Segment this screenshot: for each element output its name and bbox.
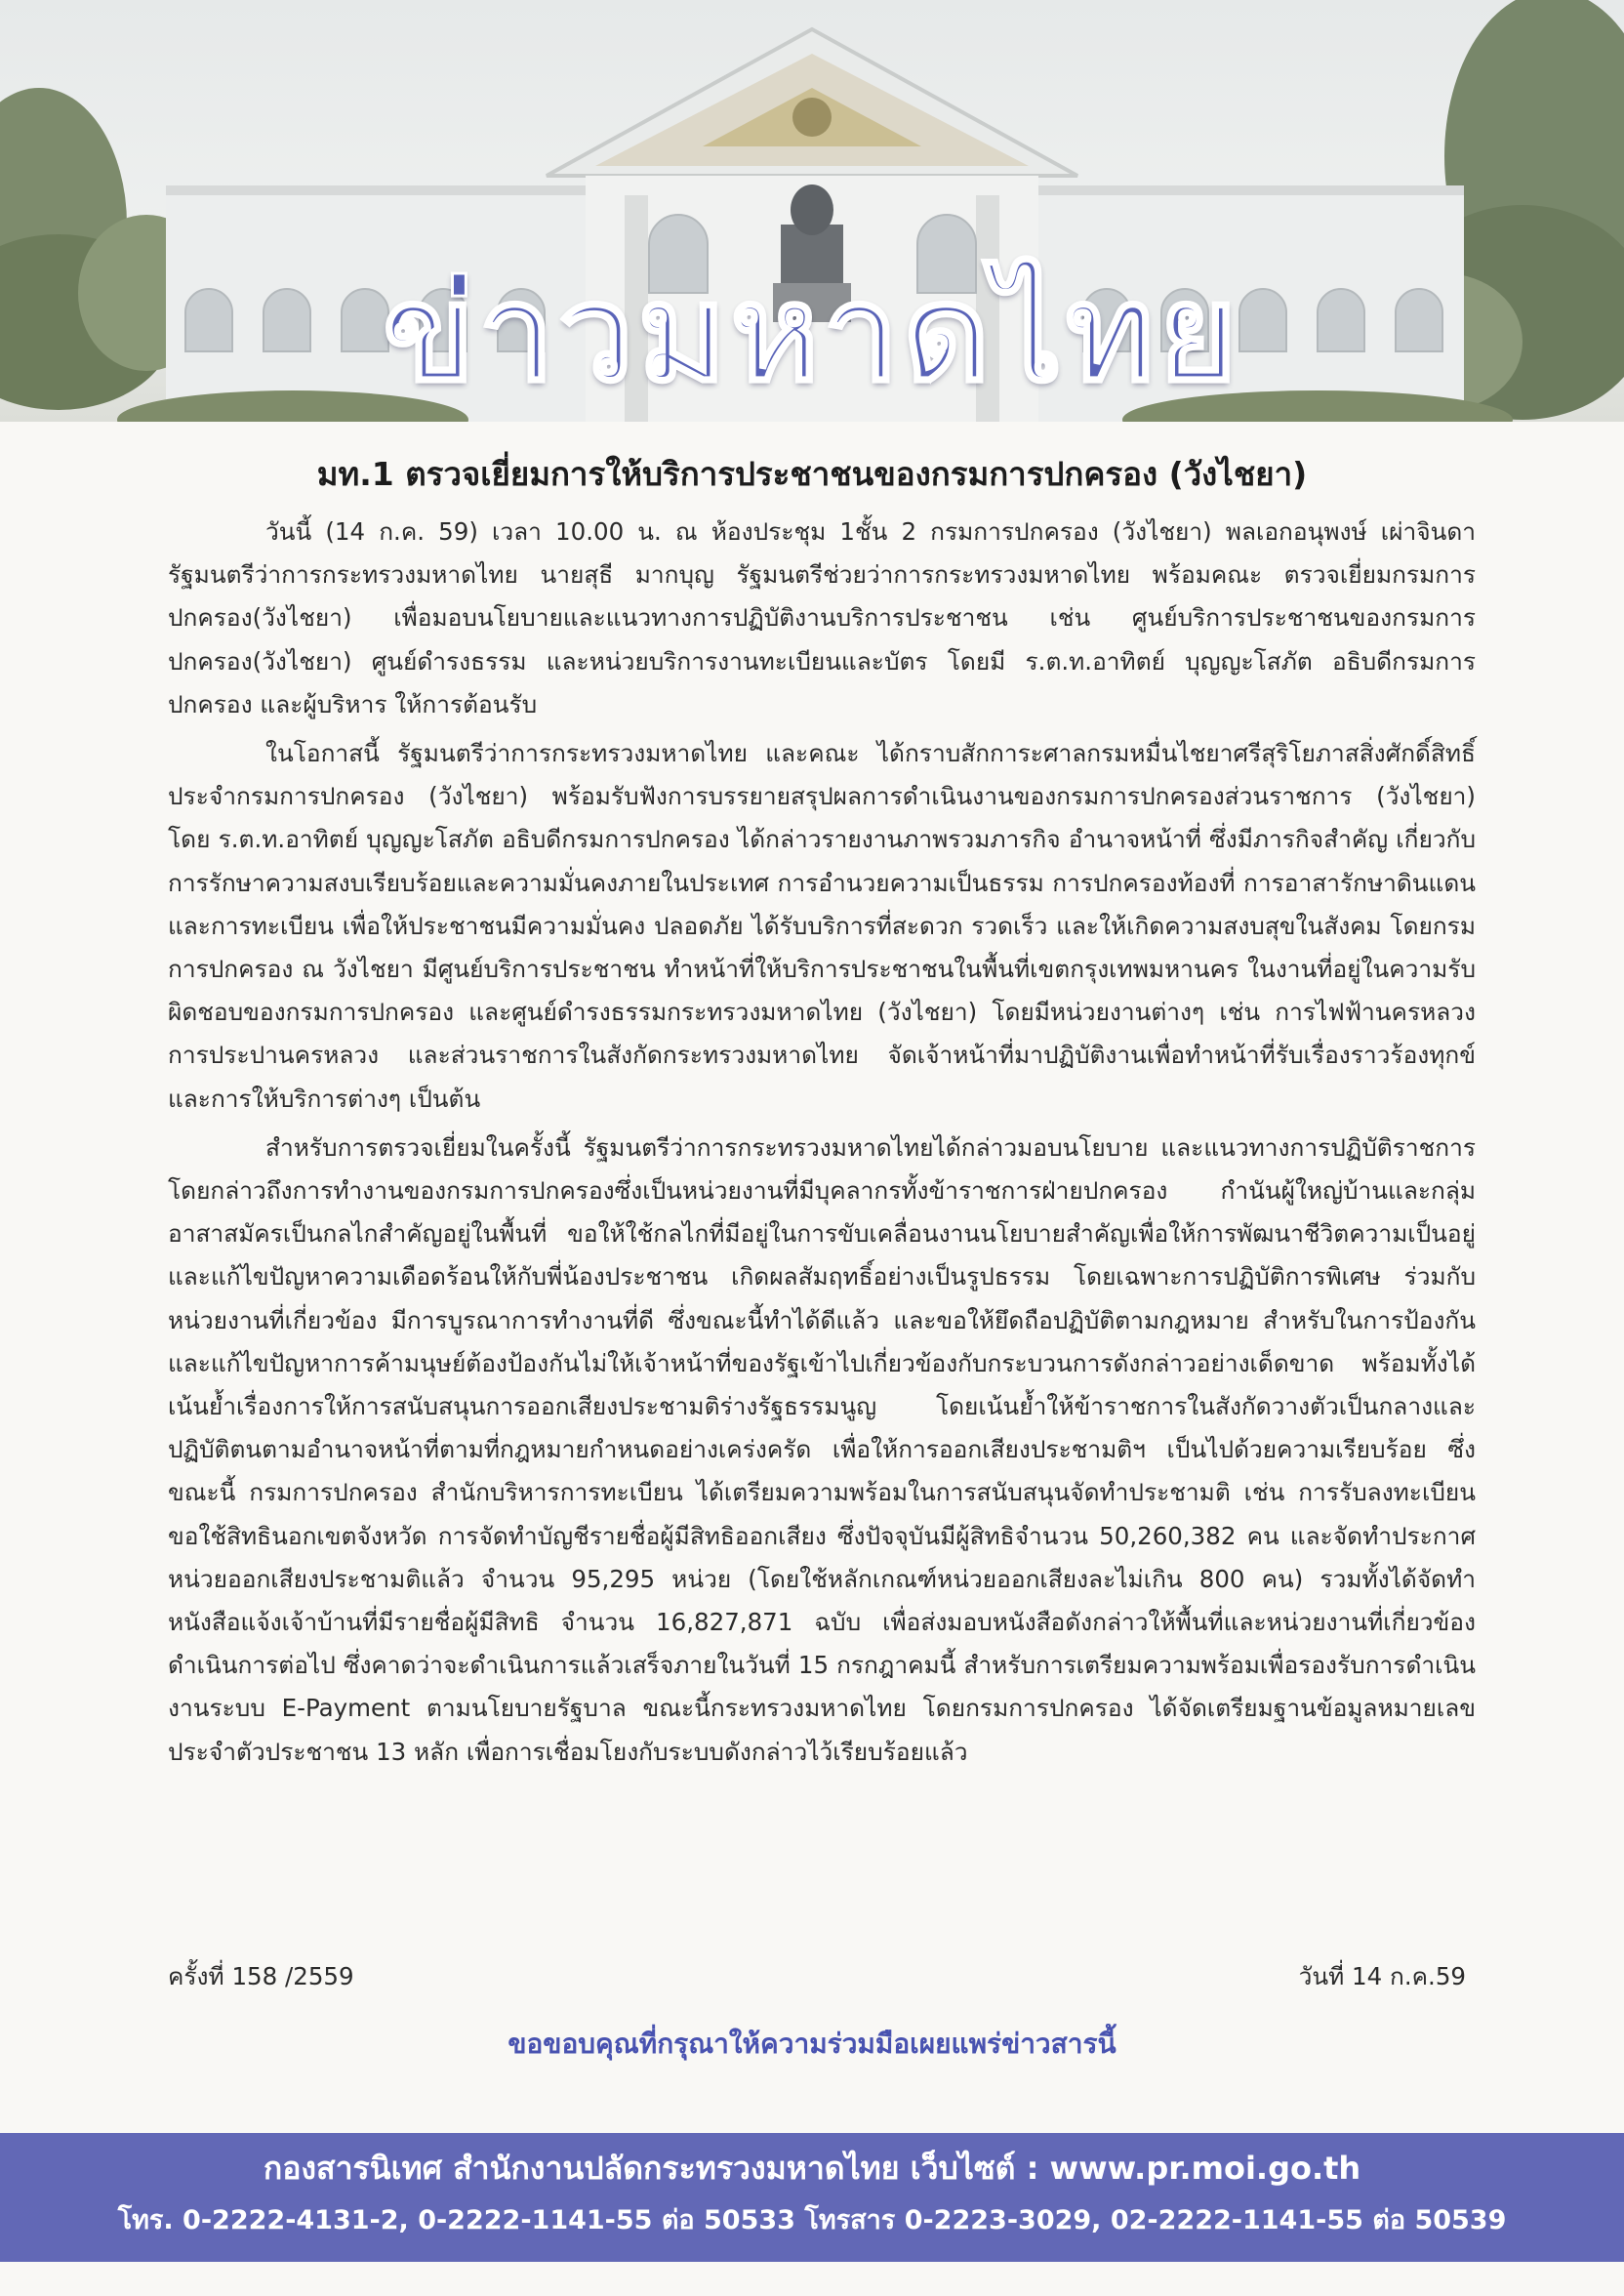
- masthead-title: ข่าวมหาดไทย: [383, 255, 1241, 412]
- body-paragraph-1: วันนี้ (14 ก.ค. 59) เวลา 10.00 น. ณ ห้องประชุม 1ชั้น 2 กรมการปกครอง (วังไชยา) พลเอกอนุพงษ์ เผ่าจินดา รัฐมนตรีว่าการกระทรวงมหาดไทย นายสุธี มากบุญ รัฐมนตรีช่วยว่าการกระทรวงมหาดไทย พร้อมคณะ ตรวจเยี่ยมกรมการปกครอง(วังไชยา) เพื่อมอบนโยบายและแนวทางการปฏิบัติงานบริการประชาชน เช่น ศูนย์บริการประชาชนของกรมการปกครอง(วังไชยา) ศูนย์ดำรงธรรม และหน่วยบริการงานทะเบียนและบัตร โดยมี ร.ต.ท.อาทิตย์ บุญญะโสภัต อธิบดีกรมการปกครอง และผู้บริหาร ให้การต้อนรับ: [168, 517, 1476, 718]
- body-paragraph-3: สำหรับการตรวจเยี่ยมในครั้งนี้ รัฐมนตรีว่าการกระทรวงมหาดไทยได้กล่าวมอบนโยบาย และแนวทางการปฏิบัติราชการ โดยกล่าวถึงการทำงานของกรมการปกครองซึ่งเป็นหน่วยงานที่มีบุคลากรทั้งข้าราชการฝ่ายปกครอง กำนันผู้ใหญ่บ้านและกลุ่มอาสาสมัครเป็นกลไกสำคัญอยู่ในพื้นที่ ขอให้ใช้กลไกที่มีอยู่ในการขับเคลื่อนงานนโยบายสำคัญเพื่อให้การพัฒนาชีวิตความเป็นอยู่และแก้ไขปัญหาความเดือดร้อนให้กับพี่น้องประชาชน เกิดผลสัมฤทธิ์อย่างเป็นรูปธรรม โดยเฉพาะการปฏิบัติการพิเศษ ร่วมกับหน่วยงานที่เกี่ยวข้อง มีการบูรณาการทำงานที่ดี ซึ่งขณะนี้ทำได้ดีแล้ว และขอให้ยึดถือปฏิบัติตามกฎหมาย สำหรับในการป้องกันและแก้ไขปัญหาการค้ามนุษย์ต้องป้องกันไม่ให้เจ้าหน้าที่ของรัฐเข้าไปเกี่ยวข้องกับกระบวนการดังกล่าวอย่างเด็ดขาด พร้อมทั้งได้เน้นย้ำเรื่องการให้การสนับสนุนการออกเสียงประชามติร่างรัฐธรรมนูญ โดยเน้นย้ำให้ข้าราชการในสังกัดวางตัวเป็นกลางและปฏิบัติตนตามอำนาจหน้าที่ตามที่กฎหมายกำหนดอย่างเคร่งครัด เพื่อให้การออกเสียงประชามติฯ เป็นไปด้วยความเรียบร้อย ซึ่งขณะนี้ กรมการปกครอง สำนักบริหารการทะเบียน ได้เตรียมความพร้อมในการสนับสนุนจัดทำประชามติ เช่น การรับลงทะเบียนขอใช้สิทธินอกเขตจังหวัด การจัดทำบัญชีรายชื่อผู้มีสิทธิออกเสียง ซึ่งปัจจุบันมีผู้สิทธิจำนวน 50,260,382 คน และจัดทำประกาศหน่วยออกเสียงประชามติแล้ว จำนวน 95,295 หน่วย (โดยใช้หลักเกณฑ์หน่วยออกเสียงละไม่เกิน 800 คน) รวมทั้งได้จัดทำหนังสือแจ้งเจ้าบ้านที่มีรายชื่อผู้มีสิทธิ จำนวน 16,827,871 ฉบับ เพื่อส่งมอบหนังสือดังกล่าวให้พื้นที่และหน่วยงานที่เกี่ยวข้องดำเนินการต่อไป ซึ่งคาดว่าจะดำเนินการแล้วเสร็จภายในวันที่ 15 กรกฎาคมนี้ สำหรับการเตรียมความพร้อมเพื่อรองรับการดำเนินงานระบบ E-Payment ตามนโยบายรัฐบาล ขณะนี้กระทรวงมหาดไทย โดยกรมการปกครอง ได้จัดเตรียมฐานข้อมูลหมายเลขประจำตัวประชาชน 13 หลัก เพื่อการเชื่อมโยงกับระบบดังกล่าวไว้เรียบร้อยแล้ว: [168, 1132, 1476, 1766]
- issue-number: ครั้งที่ 158 /2559: [168, 1962, 354, 1990]
- footer-band: [0, 2133, 1624, 2262]
- issue-date: วันที่ 14 ก.ค.59: [1298, 1962, 1466, 1990]
- news-body: [168, 511, 1476, 1780]
- footer-contact-phones: โทร. 0-2222-4131-2, 0-2222-1141-55 ต่อ 50533 โทรสาร 0-2223-3029, 02-2222-1141-55 ต่อ 50539: [117, 2205, 1507, 2235]
- news-headline: มท.1 ตรวจเยี่ยมการให้บริการประชาชนของกรมการปกครอง (วังไชยา): [316, 455, 1308, 493]
- masthead-banner: [0, 0, 1624, 422]
- thanks-note: ขอขอบคุณที่กรุณาให้ความร่วมมือเผยแพร่ข่าวสารนี้: [508, 2028, 1116, 2060]
- footer-office-website: กองสารนิเทศ สำนักงานปลัดกระทรวงมหาดไทย เว็บไซต์ : www.pr.moi.go.th: [263, 2150, 1361, 2187]
- body-paragraph-2: ในโอกาสนี้ รัฐมนตรีว่าการกระทรวงมหาดไทย และคณะ ได้กราบสักการะศาลกรมหมื่นไชยาศรีสุริโยภาสสิ่งศักดิ์สิทธิ์ประจำกรมการปกครอง (วังไชยา) พร้อมรับฟังการบรรยายสรุปผลการดำเนินงานของกรมการปกครองส่วนราชการ (วังไชยา) โดย ร.ต.ท.อาทิตย์ บุญญะโสภัต อธิบดีกรมการปกครอง ได้กล่าวรายงานภาพรวมภารกิจ อำนาจหน้าที่ ซึ่งมีภารกิจสำคัญ เกี่ยวกับการรักษาความสงบเรียบร้อยและความมั่นคงภายในประเทศ การอำนวยความเป็นธรรม การปกครองท้องที่ การอาสารักษาดินแดน และการทะเบียน เพื่อให้ประชาชนมีความมั่นคง ปลอดภัย ได้รับบริการที่สะดวก รวดเร็ว และให้เกิดความสงบสุขในสังคม โดยกรมการปกครอง ณ วังไชยา มีศูนย์บริการประชาชน ทำหน้าที่ให้บริการประชาชนในพื้นที่เขตกรุงเทพมหานคร ในงานที่อยู่ในความรับผิดชอบของกรมการปกครอง และศูนย์ดำรงธรรมกระทรวงมหาดไทย (วังไชยา) โดยมีหน่วยงานต่างๆ เช่น การไฟฟ้านครหลวง การประปานครหลวง และส่วนราชการในสังกัดกระทรวงมหาดไทย จัดเจ้าหน้าที่มาปฏิบัติงานเพื่อทำหน้าที่รับเรื่องราวร้องทุกข์ และการให้บริการต่างๆ เป็นต้น: [168, 739, 1476, 1113]
